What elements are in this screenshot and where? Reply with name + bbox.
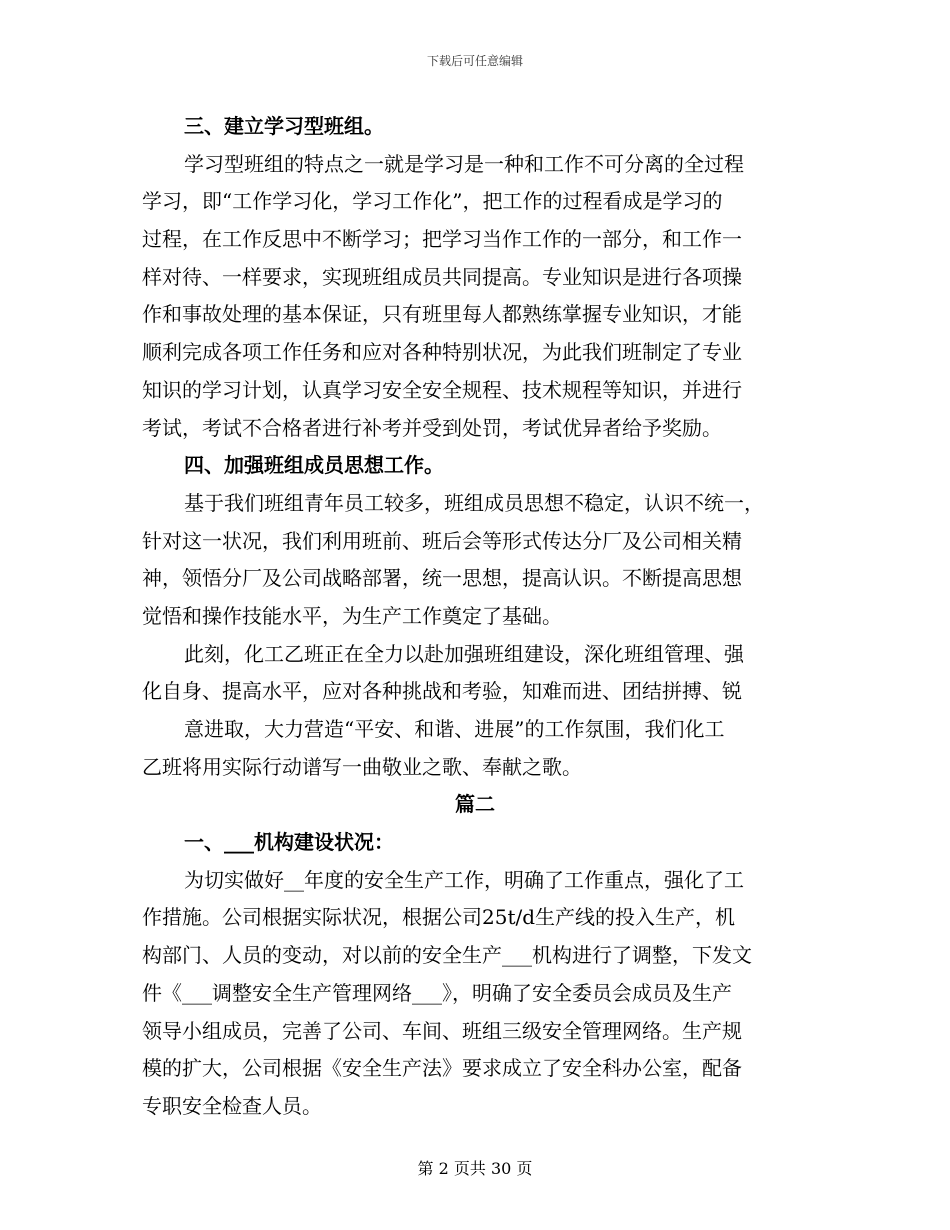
page-header: 下载后可任意编辑 (426, 54, 523, 68)
paragraph-line: 作措施。公司根据实际状况，根据公司25t/d生产线的投入生产，机 (142, 905, 736, 930)
paragraph-line: 意进取，大力营造“平安、和谐、进展”的工作氛围，我们化工 (184, 717, 725, 741)
paragraph-line: 作和事故处理的基本保证，只有班里每人都熟练掌握专业知识，才能 (142, 302, 742, 327)
paragraph-line: 基于我们班组青年员工较多，班组成员思想不稳定，认识不统一， (184, 490, 764, 515)
paragraph-line: 知识的学习计划，认真学习安全安全规程、技术规程等知识，并进行 (142, 377, 742, 402)
paragraph-line: 样对待、一样要求，实现班组成员共同提高。专业知识是进行各项操 (142, 264, 742, 289)
paragraph-line: 乙班将用实际行动谱写一曲敬业之歌、奉献之歌。 (142, 754, 582, 779)
part-title: 篇二 (455, 792, 495, 817)
paragraph-line: 件《___调整安全生产管理网络___》，明确了安全委员会成员及生产 (142, 980, 732, 1005)
paragraph-line: 此刻，化工乙班正在全力以赴加强班组建设，深化班组管理、强 (184, 641, 744, 666)
paragraph-line: 专职安全检查人员。 (142, 1093, 322, 1118)
section-heading: 一、___机构建设状况： (184, 830, 394, 855)
paragraph-line: 学习型班组的特点之一就是学习是一种和工作不可分离的全过程 (184, 151, 744, 176)
paragraph-line: 化自身、提高水平，应对各种挑战和考验，知难而进、团结拼搏、锐 (142, 679, 742, 704)
paragraph-line: 模的扩大，公司根据《安全生产法》要求成立了安全科办公室，配备 (142, 1056, 742, 1081)
paragraph-line: 考试，考试不合格者进行补考并受到处罚，考试优异者给予奖励。 (142, 415, 722, 440)
document-body (142, 108, 808, 1126)
paragraph-line: 为切实做好__年度的安全生产工作，明确了工作重点，强化了工 (184, 867, 744, 892)
paragraph-line: 过程，在工作反思中不断学习；把学习当作工作的一部分，和工作一 (142, 227, 742, 252)
paragraph-line: 针对这一状况，我们利用班前、班后会等形式传达分厂及公司相关精 (142, 528, 742, 553)
paragraph-line: 神，领悟分厂及公司战略部署，统一思想，提高认识。不断提高思想 (142, 566, 742, 591)
section-heading: 四、加强班组成员思想工作。 (184, 453, 444, 478)
paragraph-line: 学习，即“工作学习化，学习工作化”，把工作的过程看成是学习的 (142, 189, 723, 214)
section-heading: 三、建立学习型班组。 (184, 114, 384, 138)
paragraph-line: 领导小组成员，完善了公司、车间、班组三级安全管理网络。生产规 (142, 1018, 742, 1043)
paragraph-line: 顺利完成各项工作任务和应对各种特别状况，为此我们班制定了专业 (142, 340, 742, 365)
paragraph-line: 构部门、人员的变动，对以前的安全生产___机构进行了调整，下发文 (142, 943, 752, 968)
page-footer: 第 2 页共 30 页 (417, 1159, 533, 1178)
paragraph-line: 觉悟和操作技能水平，为生产工作奠定了基础。 (142, 603, 562, 628)
